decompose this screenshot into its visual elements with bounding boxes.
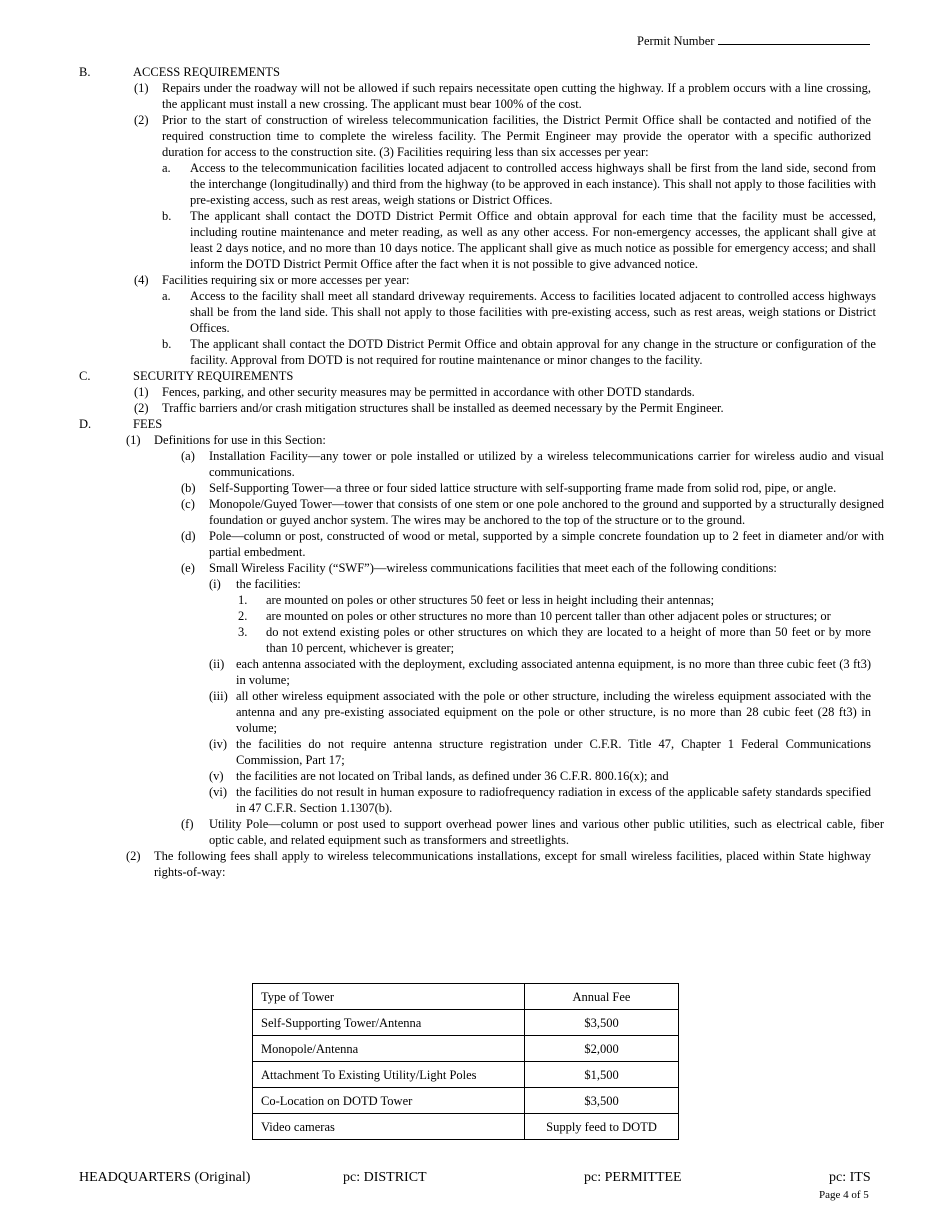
paragraph-number: (c) xyxy=(181,497,195,511)
paragraph-text: Installation Facility—any tower or pole installed or utilized by a wireless telecommunications carrier for wireless audio and visual communications. xyxy=(209,449,884,479)
paragraph xyxy=(0,432,950,448)
paragraph xyxy=(0,80,950,112)
table-cell: $1,500 xyxy=(525,1062,679,1088)
paragraph-number: b. xyxy=(162,209,172,223)
paragraph-number: 1. xyxy=(238,593,248,607)
permit-number-label: Permit Number xyxy=(637,34,715,48)
sub-paragraph xyxy=(0,288,950,336)
paragraph-number: (iv) xyxy=(209,737,228,751)
paragraph-text: Self-Supporting Tower—a three or four sided lattice structure with self-supporting frame made from solid rod, pipe, or angle. xyxy=(209,481,837,495)
table-cell: Monopole/Antenna xyxy=(253,1036,525,1062)
table-cell: Supply feed to DOTD xyxy=(525,1114,679,1140)
table-cell: $3,500 xyxy=(525,1088,679,1114)
definition-item xyxy=(0,480,950,496)
condition-item xyxy=(0,688,950,736)
permit-number-field xyxy=(637,33,870,49)
paragraph-number: 3. xyxy=(238,625,248,639)
paragraph-text: all other wireless equipment associated with the pole or other structure, including the wireless equipment associated with the antenna and any pre-existing associated equipment on the pole or other structure, is no more than 28 cubic feet (28 ft3) in volume; xyxy=(236,689,871,735)
paragraph xyxy=(0,848,950,880)
paragraph-number: (f) xyxy=(181,817,194,831)
paragraph-text: the facilities do not result in human exposure to radiofrequency radiation in excess of the applicable safety standards specified in 47 C.F.R. Section 1.1307(b). xyxy=(236,785,871,815)
section-letter: C. xyxy=(79,369,91,383)
permit-number-blank xyxy=(718,33,870,45)
condition-item xyxy=(0,736,950,768)
paragraph-number: (ii) xyxy=(209,657,225,671)
table-row xyxy=(253,1010,679,1036)
paragraph-text: are mounted on poles or other structures 50 feet or less in height including their antennas; xyxy=(266,593,715,607)
table-cell: Co-Location on DOTD Tower xyxy=(253,1088,525,1114)
paragraph-number: (2) xyxy=(126,849,141,863)
table-row xyxy=(253,1114,679,1140)
definition-item xyxy=(0,496,950,528)
paragraph xyxy=(0,400,950,416)
definition-item xyxy=(0,448,950,480)
paragraph-text: Pole—column or post, constructed of wood or metal, supported by a simple concrete foundation up to 2 feet in diameter and/or with partial embedment. xyxy=(209,529,884,559)
paragraph-text: Facilities requiring six or more accesses per year: xyxy=(162,273,410,287)
paragraph xyxy=(0,384,950,400)
paragraph-number: (1) xyxy=(126,433,141,447)
table-cell: Video cameras xyxy=(253,1114,525,1140)
paragraph-text: The applicant shall contact the DOTD District Permit Office and obtain approval for each time that the facility must be accessed, including routine maintenance and meter reading, as well as any other access. For non-emergency accesses, the applicant shall give at least 2 days notice, and no more than 10 days notice. The applicant shall give as much notice as possible for emergency access; and shall inform the DOTD District Permit Office after the fact when it is not possible to give advanced notice. xyxy=(190,209,876,271)
numbered-item xyxy=(0,592,950,608)
paragraph-text: Traffic barriers and/or crash mitigation structures shall be installed as deemed necessary by the Permit Engineer. xyxy=(162,401,724,415)
paragraph-text: The following fees shall apply to wireless telecommunications installations, except for small wireless facilities, placed within State highway rights-of-way: xyxy=(154,849,871,879)
table-cell: $2,000 xyxy=(525,1036,679,1062)
paragraph-text: the facilities do not require antenna structure registration under C.F.R. Title 47, Chapter 1 Federal Communications Commission, Part 17; xyxy=(236,737,871,767)
paragraph-number: (v) xyxy=(209,769,224,783)
paragraph-number: (i) xyxy=(209,577,221,591)
paragraph-text: The applicant shall contact the DOTD District Permit Office and obtain approval for any change in the structure or configuration of the facility. Approval from DOTD is not required for routine maintenance or minor changes to the facility. xyxy=(190,337,876,367)
paragraph-text: Definitions for use in this Section: xyxy=(154,433,326,447)
definition-item xyxy=(0,816,950,848)
section-letter: B. xyxy=(79,65,91,79)
paragraph-number: (d) xyxy=(181,529,196,543)
paragraph-text: each antenna associated with the deployment, excluding associated antenna equipment, is no more than three cubic feet (3 ft3) in volume; xyxy=(236,657,871,687)
paragraph-text: the facilities are not located on Tribal lands, as defined under 36 C.F.R. 800.16(x); and xyxy=(236,769,669,783)
section-c-heading xyxy=(0,368,950,384)
definition-item xyxy=(0,528,950,560)
footer-its: pc: ITS xyxy=(829,1170,871,1185)
paragraph-number: a. xyxy=(162,161,171,175)
table-row xyxy=(253,1036,679,1062)
numbered-item xyxy=(0,608,950,624)
paragraph-text: Access to the telecommunication facilities located adjacent to controlled access highways shall be first from the land side, second from the interchange (longitudinally) and third from the highway (to be approved in each instance). This shall not apply to those facilities with pre-existing access, such as rest areas, weigh stations or District Offices. xyxy=(190,161,876,207)
section-letter: D. xyxy=(79,417,92,431)
fee-table xyxy=(252,983,679,1140)
section-d-heading xyxy=(0,416,950,432)
section-title: ACCESS REQUIREMENTS xyxy=(133,65,280,79)
paragraph-text: Fences, parking, and other security measures may be permitted in accordance with other DOTD standards. xyxy=(162,385,695,399)
paragraph-number: (iii) xyxy=(209,689,228,703)
condition-item xyxy=(0,768,950,784)
document-body xyxy=(0,64,950,880)
section-title: SECURITY REQUIREMENTS xyxy=(133,369,294,383)
table-header-row xyxy=(253,984,679,1010)
table-row xyxy=(253,1062,679,1088)
paragraph-number: (4) xyxy=(134,273,149,287)
paragraph-text: are mounted on poles or other structures no more than 10 percent taller than other adjacent poles or structures; or xyxy=(266,609,831,623)
paragraph-number: (1) xyxy=(134,81,149,95)
paragraph-text: Small Wireless Facility (“SWF”)—wireless communications facilities that meet each of the following conditions: xyxy=(209,561,777,575)
paragraph-text: Access to the facility shall meet all standard driveway requirements. Access to facilities located adjacent to controlled access highways shall be from the land side. This shall not apply to those facilities with pre-existing access, such as rest areas, weigh stations or District Offices. xyxy=(190,289,876,335)
paragraph-number: b. xyxy=(162,337,172,351)
table-header-cell: Type of Tower xyxy=(253,984,525,1010)
paragraph-number: (e) xyxy=(181,561,195,575)
table-cell: Self-Supporting Tower/Antenna xyxy=(253,1010,525,1036)
section-b-heading xyxy=(0,64,950,80)
paragraph-number: 2. xyxy=(238,609,248,623)
sub-paragraph xyxy=(0,208,950,272)
footer-permittee: pc: PERMITTEE xyxy=(584,1170,682,1185)
paragraph-number: (1) xyxy=(134,385,149,399)
condition-item xyxy=(0,656,950,688)
paragraph-number: (2) xyxy=(134,113,149,127)
paragraph-text: Prior to the start of construction of wireless telecommunication facilities, the District Permit Office shall be contacted and notified of the required construction time to complete the wireless facility. The Permit Engineer may provide the operator with a specific authorized duration for access to the construction site. (3) Facilities requiring less than six accesses per year: xyxy=(162,113,871,159)
paragraph-number: (vi) xyxy=(209,785,228,799)
condition-item xyxy=(0,784,950,816)
paragraph-number: (2) xyxy=(134,401,149,415)
footer-district: pc: DISTRICT xyxy=(343,1170,427,1185)
footer-headquarters: HEADQUARTERS (Original) xyxy=(79,1170,251,1185)
paragraph xyxy=(0,272,950,288)
section-title: FEES xyxy=(133,417,163,431)
table-row xyxy=(253,1088,679,1114)
paragraph-text: the facilities: xyxy=(236,577,301,591)
paragraph-text: Repairs under the roadway will not be allowed if such repairs necessitate open cutting the highway. If a problem occurs with a line crossing, the applicant must install a new crossing. The applicant must bear 100% of the cost. xyxy=(162,81,871,111)
table-cell: Attachment To Existing Utility/Light Poles xyxy=(253,1062,525,1088)
table-header-cell: Annual Fee xyxy=(525,984,679,1010)
paragraph-text: Utility Pole—column or post used to support overhead power lines and various other public utilities, such as electrical cable, fiber optic cable, and related equipment such as transformers and streetlights. xyxy=(209,817,884,847)
table-cell: $3,500 xyxy=(525,1010,679,1036)
paragraph-text: do not extend existing poles or other structures on which they are located to a height of more than 50 feet or by more than 10 percent, whichever is greater; xyxy=(266,625,871,655)
paragraph-number: (b) xyxy=(181,481,196,495)
page-number: Page 4 of 5 xyxy=(819,1189,869,1201)
sub-paragraph xyxy=(0,160,950,208)
paragraph-number: (a) xyxy=(181,449,195,463)
definition-item xyxy=(0,560,950,576)
paragraph-number: a. xyxy=(162,289,171,303)
condition-item xyxy=(0,576,950,592)
sub-paragraph xyxy=(0,336,950,368)
paragraph-text: Monopole/Guyed Tower—tower that consists of one stem or one pole anchored to the ground and supported by a structurally designed foundation or guyed anchor system. The wires may be anchored to the top of the structure or to the ground. xyxy=(209,497,884,527)
paragraph xyxy=(0,112,950,160)
numbered-item xyxy=(0,624,950,656)
